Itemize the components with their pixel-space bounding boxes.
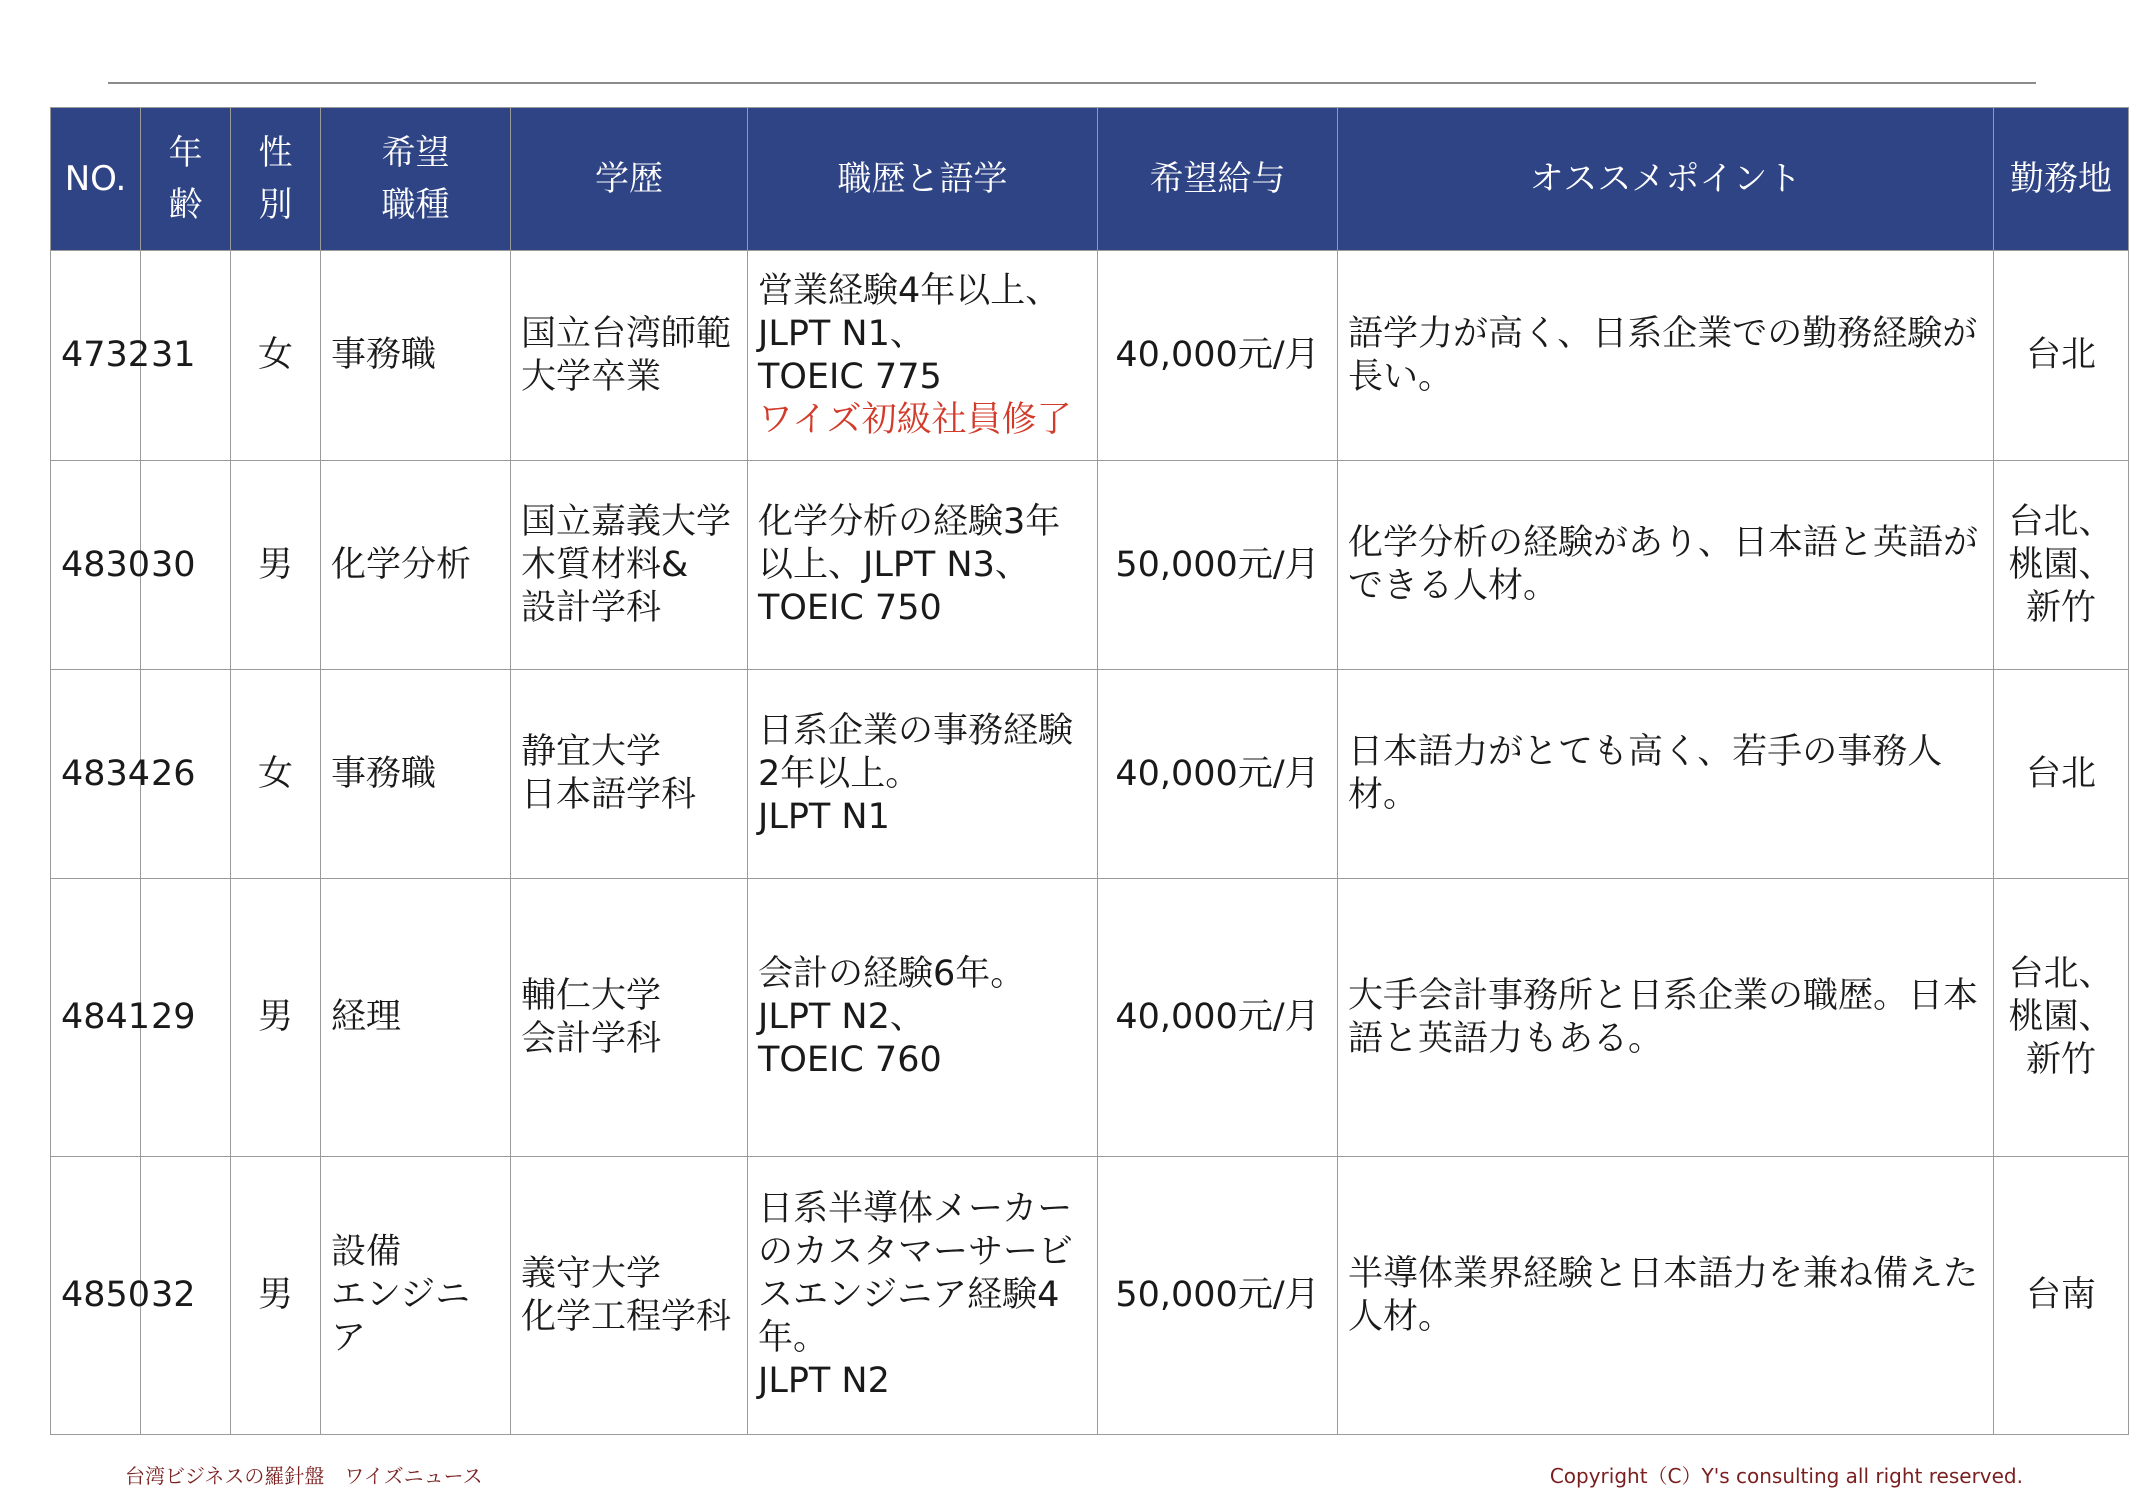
cell-no: 4834 (51, 670, 141, 879)
cell-education: 静宜大学 日本語学科 (511, 670, 748, 879)
cell-salary: 40,000元/月 (1098, 879, 1338, 1157)
header-sex: 性 別 (231, 108, 321, 251)
cell-career: 会計の経験6年。 JLPT N2、 TOEIC 760 (748, 879, 1098, 1157)
cell-points: 日本語力がとても高く、若手の事務人材。 (1338, 670, 1994, 879)
cell-age: 30 (141, 461, 231, 670)
header-job: 希望 職種 (321, 108, 511, 251)
cell-job: 事務職 (321, 251, 511, 461)
cell-age: 29 (141, 879, 231, 1157)
cell-age: 26 (141, 670, 231, 879)
cell-location: 台北、 桃園、 新竹 (1994, 461, 2129, 670)
cell-education: 国立嘉義大学 木質材料& 設計学科 (511, 461, 748, 670)
cell-location: 台北 (1994, 670, 2129, 879)
table-row (51, 461, 2129, 670)
cell-career: 化学分析の経験3年 以上、JLPT N3、 TOEIC 750 (748, 461, 1098, 670)
cell-career (748, 251, 1098, 461)
table-row (51, 251, 2129, 461)
cell-no: 4841 (51, 879, 141, 1157)
cell-sex: 女 (231, 251, 321, 461)
footer-copyright: Copyright（C）Y's consulting all right reserved. (1549, 1464, 2023, 1488)
cell-location: 台北、 桃園、 新竹 (1994, 879, 2129, 1157)
cell-job: 設備 エンジニア (321, 1157, 511, 1435)
cell-salary: 50,000元/月 (1098, 1157, 1338, 1435)
candidate-table (50, 107, 2129, 1435)
cell-points: 大手会計事務所と日系企業の職歴。日本語と英語力もある。 (1338, 879, 1994, 1157)
cell-no: 4732 (51, 251, 141, 461)
cell-education: 輔仁大学 会計学科 (511, 879, 748, 1157)
header-career: 職歴と語学 (748, 108, 1098, 251)
career-text: 営業経験4年以上、 JLPT N1、 TOEIC 775 (758, 270, 1061, 397)
cell-age: 32 (141, 1157, 231, 1435)
cell-education: 国立台湾師範 大学卒業 (511, 251, 748, 461)
cell-no: 4850 (51, 1157, 141, 1435)
cell-location: 台北 (1994, 251, 2129, 461)
cell-points: 半導体業界経験と日本語力を兼ね備えた人材。 (1338, 1157, 1994, 1435)
header-education: 学歴 (511, 108, 748, 251)
cell-education: 義守大学 化学工程学科 (511, 1157, 748, 1435)
cell-sex: 男 (231, 1157, 321, 1435)
cell-salary: 40,000元/月 (1098, 670, 1338, 879)
cell-career: 日系企業の事務経験 2年以上。 JLPT N1 (748, 670, 1098, 879)
cell-job: 経理 (321, 879, 511, 1157)
header-location: 勤務地 (1994, 108, 2129, 251)
table-row (51, 1157, 2129, 1435)
cell-sex: 男 (231, 879, 321, 1157)
top-divider (108, 82, 2036, 84)
cell-job: 化学分析 (321, 461, 511, 670)
cell-job: 事務職 (321, 670, 511, 879)
header-no: NO. (51, 108, 141, 251)
table-header-row (51, 108, 2129, 251)
cell-points: 化学分析の経験があり、日本語と英語ができる人材。 (1338, 461, 1994, 670)
table-row (51, 879, 2129, 1157)
cell-salary: 40,000元/月 (1098, 251, 1338, 461)
footer-publication: 台湾ビジネスの羅針盤 ワイズニュース (125, 1464, 483, 1488)
cell-career: 日系半導体メーカー のカスタマーサービ スエンジニア経験4 年。 JLPT N2 (748, 1157, 1098, 1435)
header-points: オススメポイント (1338, 108, 1994, 251)
career-highlight-note: ワイズ初級社員修了 (758, 399, 1072, 440)
cell-salary: 50,000元/月 (1098, 461, 1338, 670)
cell-location: 台南 (1994, 1157, 2129, 1435)
cell-age: 31 (141, 251, 231, 461)
cell-sex: 男 (231, 461, 321, 670)
header-age: 年 齢 (141, 108, 231, 251)
cell-sex: 女 (231, 670, 321, 879)
cell-no: 4830 (51, 461, 141, 670)
cell-points: 語学力が高く、日系企業での勤務経験が長い。 (1338, 251, 1994, 461)
header-salary: 希望給与 (1098, 108, 1338, 251)
table-row (51, 670, 2129, 879)
